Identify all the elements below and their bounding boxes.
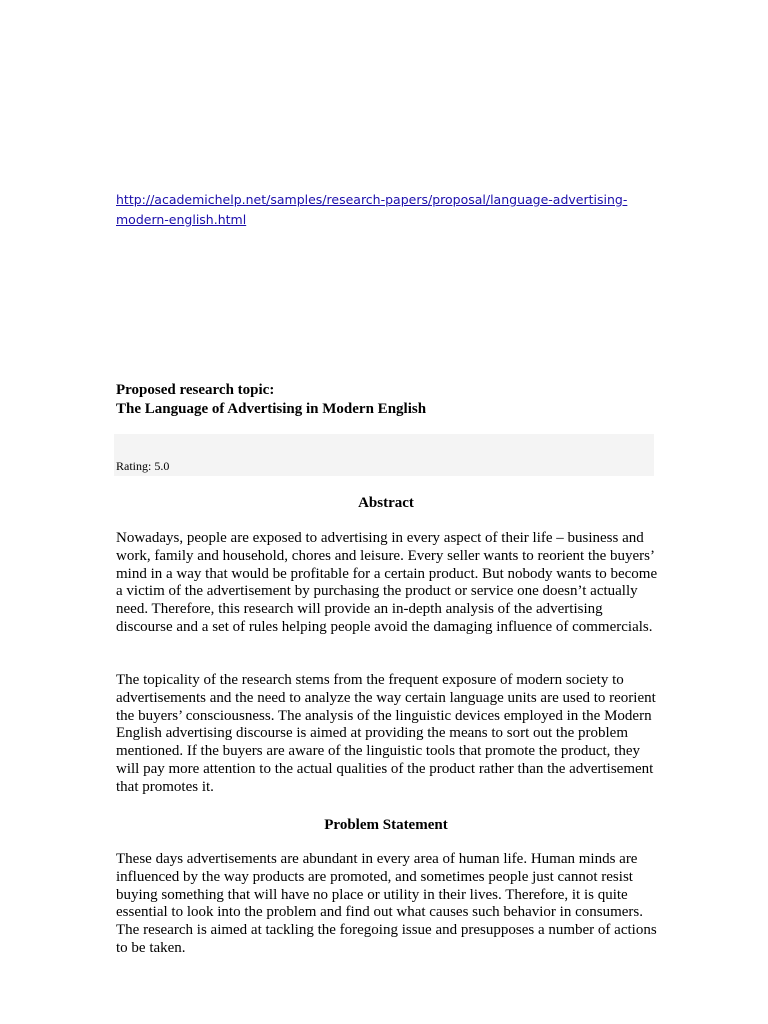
problem-statement-paragraph: These days advertisements are abundant in every area of human life. Human minds are influenced by the way products are promoted, and sometimes people just cannot resist buying something that will have no place or utility in their lives. Therefore, it is quite essential to look into the problem and find out what causes such behavior in consumers. The research is aimed at tackling the foregoing issue and presupposes a number of actions to be taken. bbox=[116, 851, 657, 956]
topic-title: The Language of Advertising in Modern English bbox=[116, 401, 427, 417]
abstract-heading: Abstract bbox=[358, 495, 414, 511]
rating-box bbox=[114, 434, 654, 476]
research-topic-block bbox=[116, 381, 656, 419]
source-url-link[interactable]: http://academichelp.net/samples/research-papers/proposal/language-advertising-modern-english.html bbox=[116, 192, 628, 227]
rating-text: Rating: 5.0 bbox=[116, 459, 170, 473]
abstract-paragraph-2: The topicality of the research stems from the frequent exposure of modern society to advertisements and the need to analyze the way certain language units are used to reorient the buyers’ consciousness. The analysis of the linguistic devices employed in the Modern English advertising discourse is aimed at providing the means to sort out the problem mentioned. If the buyers are aware of the linguistic tools that promote the product, they will pay more attention to the actual qualities of the product rather than the advertisement that promotes it. bbox=[116, 672, 656, 795]
abstract-paragraph-1: Nowadays, people are exposed to advertising in every aspect of their life – business and work, family and household, chores and leisure. Every seller wants to reorient the buyers’ mind in a way that would be profitable for a certain product. But nobody wants to become a victim of the advertisement by purchasing the product or service one doesn’t actually need. Therefore, this research will provide an in-depth analysis of the advertising discourse and a set of rules helping people avoid the damaging influence of commercials. bbox=[116, 530, 658, 635]
problem-statement-heading: Problem Statement bbox=[324, 817, 448, 833]
topic-label: Proposed research topic: bbox=[116, 382, 275, 398]
